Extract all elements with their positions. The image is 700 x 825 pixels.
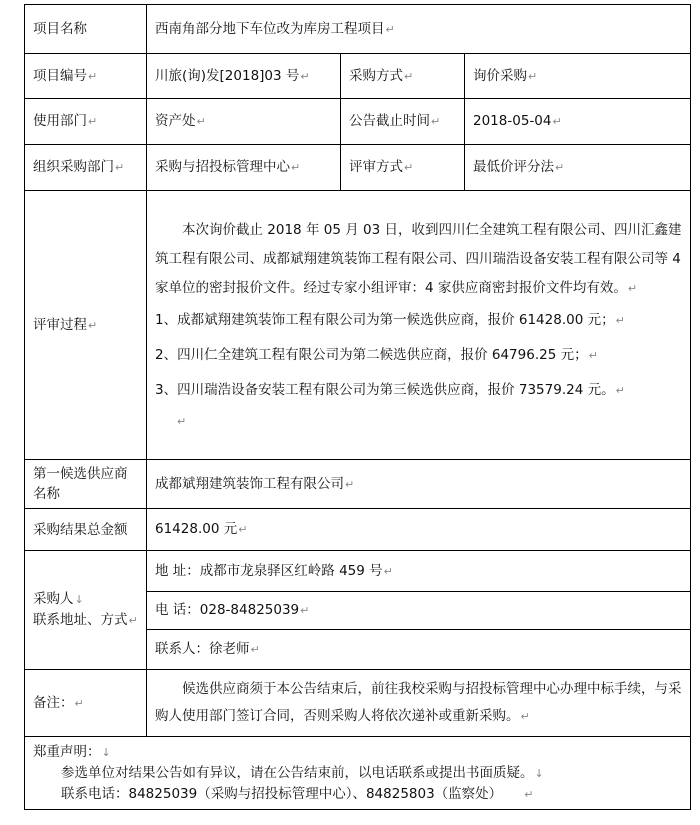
value-review-method: 最低价评分法↵ [465, 145, 691, 191]
value-total: 61428.00 元↵ [147, 509, 691, 551]
value-remark: 候选供应商须于本公告结束后，前往我校采购与招投标管理中心办理中标手续，与采购人使用部门签订合同，否则采购人将依次递补或重新采购。↵ [147, 670, 691, 737]
candidate-1: 1、成都斌翔建筑装饰工程有限公司为第一候选供应商，报价 61428.00 元；↵ [155, 311, 625, 328]
buyer-address: 地 址：成都市龙泉驿区红岭路 459 号↵ [147, 551, 691, 592]
label-total: 采购结果总金额 [25, 509, 147, 551]
row-review-process [25, 191, 691, 460]
value-deadline: 2018-05-04↵ [465, 99, 691, 145]
candidate-2: 2、四川仁全建筑工程有限公司为第二候选供应商，报价 64796.25 元；↵ [155, 346, 598, 363]
value-dept: 资产处↵ [147, 99, 341, 145]
value-procurement-method: 询价采购↵ [465, 54, 691, 99]
label-procurement-method: 采购方式↵ [341, 54, 465, 99]
label-project-name: 项目名称 [25, 5, 147, 54]
value-first-supplier: 成都斌翔建筑装饰工程有限公司↵ [147, 460, 691, 509]
value-project-name: 西南角部分地下车位改为库房工程项目↵ [147, 5, 691, 54]
label-buyer: 采购人↓ 联系地址、方式↵ [25, 551, 147, 670]
row-project-no [25, 54, 691, 99]
row-remark [25, 670, 691, 737]
label-review-process: 评审过程↵ [25, 191, 147, 460]
buyer-contact: 联系人：徐老师↵ [147, 630, 691, 670]
announcement-document [24, 4, 690, 810]
empty-line: ↵ [177, 414, 187, 428]
candidate-3: 3、四川瑞浩设备安装工程有限公司为第三候选供应商，报价 73579.24 元。↵ [155, 381, 625, 398]
review-paragraph: 本次询价截止 2018 年 05 月 03 日，收到四川仁全建筑工程有限公司、四川汇鑫建筑工程有限公司、成都斌翔建筑装饰工程有限公司、四川瑞浩设备安装工程有限公司等 4 家单位的密封报价文件。经过专家小组评审：4 家供应商密封报价文件均有效。↵ [155, 221, 682, 296]
declaration-line-2: 联系电话：84825039（采购与招投标管理中心）、84825803（监察处） ↵ [61, 785, 534, 802]
value-project-no: 川旅(询)发[2018]03 号↵ [147, 54, 341, 99]
row-footer [25, 737, 691, 810]
row-dept [25, 99, 691, 145]
value-org: 采购与招投标管理中心↵ [147, 145, 341, 191]
row-project-name [25, 5, 691, 54]
label-project-no: 项目编号↵ [25, 54, 147, 99]
row-total [25, 509, 691, 551]
declaration [25, 737, 691, 810]
row-org [25, 145, 691, 191]
declaration-title: 郑重声明：↓ [33, 743, 111, 760]
label-deadline: 公告截止时间↵ [341, 99, 465, 145]
label-org: 组织采购部门↵ [25, 145, 147, 191]
review-process-content [147, 191, 691, 460]
label-dept: 使用部门↵ [25, 99, 147, 145]
label-review-method: 评审方式↵ [341, 145, 465, 191]
procurement-result-table [24, 4, 691, 810]
row-first-supplier [25, 460, 691, 509]
buyer-phone: 电 话：028-84825039↵ [147, 592, 691, 630]
declaration-line-1: 参选单位对结果公告如有异议，请在公告结束前，以电话联系或提出书面质疑。↓ [61, 764, 544, 781]
row-buyer-address [25, 551, 691, 592]
label-first-supplier: 第一候选供应商名称 [25, 460, 147, 509]
label-remark: 备注：↵ [25, 670, 147, 737]
